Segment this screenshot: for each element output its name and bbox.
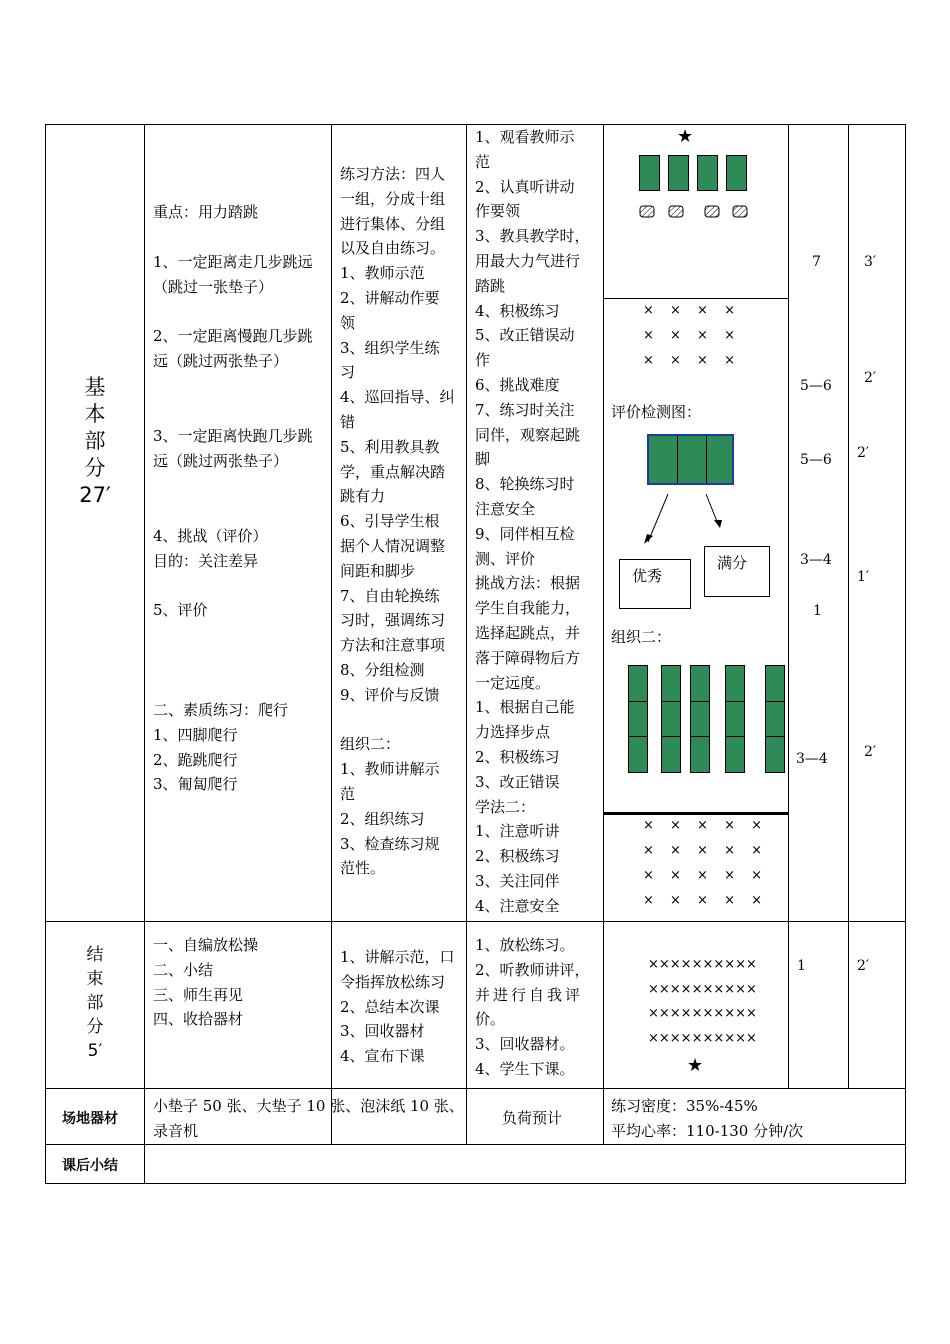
foam-pad (733, 206, 747, 217)
time-value: 5—6 (800, 452, 832, 468)
text-line: 4、学生下课。 (475, 1059, 575, 1078)
student-formation-row: × × × × (643, 303, 741, 318)
load-values (611, 1094, 803, 1144)
col-divider-4 (603, 124, 604, 1144)
col-divider-1 (144, 124, 145, 1184)
text-line: 5、评价 (153, 601, 208, 619)
mat (661, 736, 681, 773)
text-line: 2、组织练习 (340, 809, 425, 828)
time-value: 7 (812, 254, 821, 270)
text-line: 落于障碍物后方 (475, 648, 581, 667)
title-char: 分 (86, 1017, 104, 1037)
text-line: 4、注意安全 (475, 896, 560, 915)
duration-value: 3′ (864, 254, 877, 270)
text-line: 5、改正错误动 (475, 326, 575, 345)
mat (661, 665, 681, 702)
text-line: 1、观看教师示 (475, 128, 575, 146)
text-line: 2、跪跳爬行 (153, 750, 238, 769)
ending-duration: 5′ (87, 1041, 103, 1061)
full-marks-box (704, 546, 770, 597)
org-divider-1 (603, 298, 788, 299)
ending-content (153, 933, 258, 1032)
eval-arrows (640, 490, 740, 550)
text-line: 踏跳 (475, 276, 506, 295)
mat-divider (677, 436, 678, 483)
mat (725, 701, 745, 738)
text-line: 学法二： (475, 797, 536, 816)
text-line: 9、评价与反馈 (340, 685, 440, 704)
text-line: 目的：关注差异 (153, 551, 259, 570)
duration-value: 2′ (864, 370, 877, 386)
text-line: 二、小结 (153, 960, 214, 979)
text-line: 二、素质练习：爬行 (153, 701, 289, 719)
text-line: 学，重点解决踏 (340, 462, 446, 481)
text-line: 1、根据自己能 (475, 698, 575, 717)
ending-formation-row: ×××××××××× (648, 1006, 757, 1021)
title-char: 分 (84, 456, 106, 480)
text-line: 5、利用教具教 (340, 437, 440, 456)
mat (765, 736, 785, 773)
time-value: 1 (813, 603, 822, 619)
mat-divider (706, 436, 707, 483)
text-line: 组织二： (340, 735, 401, 754)
mat (639, 155, 660, 191)
col-divider-2 (331, 124, 332, 1144)
mat (628, 665, 648, 702)
text-line: 作要领 (475, 202, 521, 221)
mat (765, 665, 785, 702)
text-line: 1、讲解示范，口 (340, 948, 455, 966)
text-line: 6、引导学生根 (340, 512, 440, 531)
title-char: 本 (84, 402, 106, 426)
title-char: 结 (86, 945, 104, 965)
excellent-box (619, 559, 691, 609)
text-line: 3、改正错误 (475, 772, 560, 791)
ending-time: 1 (797, 958, 806, 974)
density-text: 练习密度：35%-45% (611, 1097, 758, 1115)
foam-pads (630, 200, 760, 224)
org2-student-row: × × × × × (643, 818, 768, 833)
text-line: 1、教师示范 (340, 264, 425, 283)
text-line: 2、一定距离慢跑几步跳 (153, 327, 313, 345)
duration-value: 2′ (864, 744, 877, 760)
text-line: 间距和脚步 (340, 561, 416, 580)
text-line: 4、巡回指导、纠 (340, 388, 455, 407)
text-line: 3、回收器材 (340, 1022, 425, 1041)
text-line: 选择起跳点，并 (475, 623, 581, 642)
org2-student-row: × × × × × (643, 893, 768, 908)
col-divider-3 (466, 124, 467, 1144)
basic-student-activities (475, 125, 590, 919)
text-line: 3、教具教学时， (475, 227, 590, 246)
title-char: 基 (84, 375, 106, 399)
text-line: 3、一定距离快跑几步跳 (153, 427, 313, 445)
text-line: 范 (340, 784, 356, 803)
text-line: 脚 (475, 450, 491, 469)
table-bottom-border (45, 1183, 906, 1184)
text-line: 三、师生再见 (153, 985, 244, 1004)
time-value: 3—4 (800, 552, 832, 568)
basic-item5 (153, 598, 208, 623)
text-line: 1、教师讲解示 (340, 760, 440, 779)
student-formation-row: × × × × (643, 328, 741, 343)
text-line: 远（跳过两张垫子） (153, 351, 289, 370)
col-divider-5 (788, 124, 789, 1088)
text-line (340, 708, 455, 733)
ending-duration-value: 2′ (857, 958, 870, 974)
text-line: 1、四脚爬行 (153, 725, 238, 744)
mat (725, 665, 745, 702)
mat (725, 736, 745, 773)
text-line: 8、轮换练习时 (475, 475, 575, 494)
mat (628, 736, 648, 773)
text-line: 6、挑战难度 (475, 375, 560, 394)
row-divider-ending-end (45, 1088, 906, 1089)
basic-item2 (153, 324, 313, 374)
mat (690, 701, 710, 738)
mat (690, 736, 710, 773)
text-line: 一组，分成十组 (340, 189, 446, 208)
text-line: 2、讲解动作要 (340, 288, 440, 307)
title-char: 部 (84, 429, 106, 453)
text-line: 练习方法：四人 (340, 165, 446, 183)
title-char: 束 (86, 969, 104, 989)
full-marks-label: 满分 (717, 554, 748, 572)
text-line: 并进行自我评 (475, 985, 584, 1004)
text-line: 4、宣布下课 (340, 1047, 425, 1066)
col-divider-6 (848, 124, 849, 1088)
text-line: 3、关注同伴 (475, 871, 560, 890)
basic-item4 (153, 524, 268, 574)
eval-mats (647, 434, 734, 485)
duration-value: 2′ (857, 445, 870, 461)
text-line: 学生自我能力， (475, 599, 581, 618)
text-line: 远（跳过两张垫子） (153, 451, 289, 470)
ending-formation-row: ×××××××××× (648, 1031, 757, 1046)
mat (726, 155, 747, 191)
mat (765, 701, 785, 738)
text-line: 范 (475, 152, 491, 171)
ending-student (475, 933, 590, 1082)
text-line: 一定远度。 (475, 673, 551, 692)
text-line: 2、听教师讲评， (475, 960, 590, 979)
text-line: 3、回收器材。 (475, 1035, 575, 1054)
foam-pad (640, 206, 654, 217)
text-line: （跳过一张垫子） (153, 277, 274, 296)
text-line: 3、组织学生练 (340, 338, 440, 357)
focus-text: 重点：用力踏跳 (153, 203, 259, 221)
load-label: 负荷预计 (502, 1109, 563, 1127)
text-line: 一、自编放松操 (153, 936, 259, 954)
org2-label: 组织二： (611, 628, 672, 646)
text-line: 方法和注意事项 (340, 636, 446, 655)
text-line: 1、放松练习。 (475, 936, 575, 954)
text-line: 注意安全 (475, 499, 536, 518)
mat (628, 701, 648, 738)
equipment-label: 场地器材 (62, 1111, 118, 1127)
mat (697, 155, 718, 191)
basic-teacher-activities (340, 162, 455, 881)
text-line: 1、一定距离走几步跳远 (153, 253, 313, 271)
text-line: 8、分组检测 (340, 660, 425, 679)
text-line: 四、收拾器材 (153, 1010, 244, 1029)
text-line: 录音机 (153, 1121, 199, 1140)
text-line: 4、挑战（评价） (153, 527, 268, 545)
row-divider-basic-end (45, 921, 906, 922)
text-line: 3、检查练习规 (340, 834, 440, 853)
text-line: 7、自由轮换练 (340, 586, 440, 605)
foam-pad (669, 206, 683, 217)
teacher-star-icon: ★ (677, 126, 694, 147)
time-value: 3—4 (796, 751, 828, 767)
basic-item3 (153, 424, 313, 474)
text-line: 力选择步点 (475, 723, 551, 742)
org2-student-row: × × × × × (643, 843, 768, 858)
text-line: 习时，强调练习 (340, 611, 446, 630)
org2-student-row: × × × × × (643, 868, 768, 883)
text-line: 范性。 (340, 859, 386, 878)
text-line: 1、注意听讲 (475, 822, 560, 841)
text-line: 令指挥放松练习 (340, 972, 446, 991)
text-line: 习 (340, 363, 356, 382)
row-divider-equipment-end (45, 1144, 906, 1145)
ending-teacher (340, 945, 455, 1069)
org-divider-2-thick (603, 812, 788, 815)
text-line: 2、积极练习 (475, 747, 560, 766)
mat (661, 701, 681, 738)
text-line: 跳有力 (340, 487, 386, 506)
mat (690, 665, 710, 702)
eval-label: 评价检测图： (611, 403, 702, 421)
text-line: 9、同伴相互检 (475, 524, 575, 543)
heart-rate-text: 平均心率：110-130 分钟/次 (611, 1121, 804, 1140)
table-right-border (905, 124, 906, 1184)
ending-formation-row: ×××××××××× (648, 982, 757, 997)
text-line: 2、总结本次课 (340, 997, 440, 1016)
time-value: 5—6 (800, 378, 832, 394)
text-line: 错 (340, 412, 356, 431)
basic-content (153, 200, 258, 225)
mat (668, 155, 689, 191)
basic-duration: 27′ (79, 483, 111, 507)
text-line: 进行集体、分组 (340, 214, 446, 233)
text-line: 作 (475, 351, 491, 370)
text-line: 小垫子 50 张、大垫子 10 张、泡沫纸 10 张、 (153, 1097, 464, 1115)
text-line: 测、评价 (475, 549, 536, 568)
text-line: 据个人情况调整 (340, 536, 446, 555)
text-line: 同伴，观察起跳 (475, 425, 581, 444)
basic-item1 (153, 250, 313, 300)
student-formation-row: × × × × (643, 353, 741, 368)
basic-section-title (46, 374, 144, 509)
text-line: 2、积极练习 (475, 847, 560, 866)
text-line: 用最大力气进行 (475, 251, 581, 270)
text-line: 2、认真听讲动 (475, 177, 575, 196)
text-line: 7、练习时关注 (475, 400, 575, 419)
text-line: 领 (340, 313, 356, 332)
title-char: 部 (86, 993, 104, 1013)
text-line: 挑战方法：根据 (475, 574, 581, 593)
summary-label: 课后小结 (62, 1158, 118, 1174)
ending-formation-row: ×××××××××× (648, 957, 757, 972)
equipment-value (153, 1094, 464, 1144)
basic-quality (153, 698, 288, 797)
text-line: 4、积极练习 (475, 301, 560, 320)
excellent-label: 优秀 (632, 567, 663, 585)
ending-teacher-star-icon: ★ (687, 1055, 704, 1076)
ending-section-title (46, 943, 144, 1063)
text-line: 以及自由练习。 (340, 239, 446, 258)
foam-pad (705, 206, 719, 217)
text-line: 3、匍匐爬行 (153, 775, 238, 794)
duration-value: 1′ (857, 569, 870, 585)
text-line: 价。 (475, 1010, 506, 1029)
